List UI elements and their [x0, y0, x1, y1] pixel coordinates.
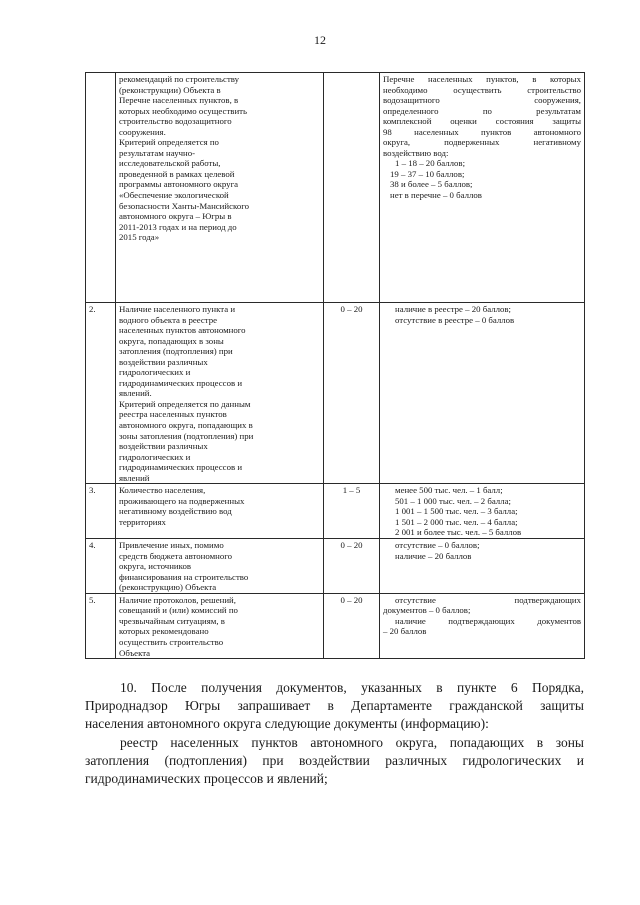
evaluation-item: 1 – 18 – 20 баллов;	[395, 158, 466, 169]
table-row	[86, 303, 585, 484]
page-number: 12	[314, 33, 326, 47]
criterion-line: явлений	[119, 472, 150, 483]
criterion-line: Наличие населенного пункта и	[119, 304, 236, 314]
evaluation-cell	[380, 593, 585, 658]
criterion-line: реестра населенных пунктов	[119, 409, 227, 420]
criterion-line: округа, попадающих в зоны	[119, 335, 224, 346]
criterion-line: затопления (подтопления) при	[119, 346, 233, 357]
row-number	[86, 73, 116, 303]
criterion-line: гидрологических и	[119, 367, 191, 378]
criterion-line: программы автономного округа	[119, 179, 239, 190]
evaluation-line: 501 – 1 000 тыс. чел. – 2 балла;	[395, 495, 511, 506]
paragraph-registry	[85, 734, 584, 789]
criterion-line: сооружения.	[119, 126, 166, 137]
criterion-line: 2011-2013 годах и на период до	[119, 221, 237, 232]
table-row	[86, 484, 585, 539]
evaluation-line: 2 001 и более тыс. чел. – 5 баллов	[395, 527, 522, 538]
criterion-line: Критерий определяется по	[119, 137, 219, 148]
table-row	[86, 73, 585, 303]
criterion-line: «Обеспечение экологической	[119, 190, 229, 201]
evaluation-cell	[380, 484, 585, 539]
criterion-line: проведенной в рамках целевой	[119, 168, 235, 179]
criterion-line: негативному воздействию вод	[119, 506, 232, 517]
evaluation-cell	[380, 73, 585, 303]
evaluation-item: 19 – 37 – 10 баллов;	[390, 168, 465, 179]
criterion-line: территориях	[119, 516, 166, 527]
criterion-line: автономного округа – Югры в	[119, 211, 232, 222]
table-row	[86, 539, 585, 594]
evaluation-line: водозащитного сооружения,	[383, 95, 581, 106]
criterion-line: Перечне населенных пунктов, в	[119, 95, 239, 106]
evaluation-line: отсутствие в реестре – 0 баллов	[395, 314, 515, 325]
evaluation-line: документов – 0 баллов;	[383, 605, 471, 616]
criterion-cell	[116, 593, 324, 658]
paragraph-10	[85, 679, 584, 734]
table-row	[86, 593, 585, 658]
paragraph-line: гидродинамических процессов и явлений;	[85, 771, 328, 787]
criterion-line: населенных пунктов автономного	[119, 325, 246, 336]
criterion-line: водного объекта в реестре	[119, 314, 218, 325]
criterion-cell	[116, 73, 324, 303]
criterion-line: средств бюджета автономного	[119, 550, 233, 561]
paragraph-line: затопления (подтопления) при воздействии различных гидрологических и	[85, 753, 584, 769]
row-number: 3.	[86, 484, 116, 539]
row-number: 5.	[86, 593, 116, 658]
evaluation-line: наличие – 20 баллов	[395, 550, 472, 561]
criterion-cell	[116, 484, 324, 539]
paragraph-line: 10. После получения документов, указанных в пункте 6 Порядка,	[120, 680, 584, 695]
criterion-line: исследовательской работы,	[119, 158, 221, 169]
paragraph-line: Природнадзор Югры запрашивает в Департаменте гражданской защиты	[85, 698, 584, 714]
row-number: 2.	[86, 303, 116, 484]
score-range: 0 – 20	[324, 539, 380, 594]
criterion-line: (реконструкции) Объекта в	[119, 84, 221, 95]
row-number: 4.	[86, 539, 116, 594]
criterion-line: Критерий определяется по данным	[119, 398, 251, 409]
criterion-line: рекомендаций по строительству	[119, 74, 240, 84]
evaluation-line: отсутствие – 0 баллов;	[395, 540, 480, 551]
evaluation-line: Перечне населенных пунктов, в которых	[383, 74, 581, 84]
criterion-line: Привлечение иных, помимо	[119, 540, 224, 551]
criterion-line: автономного округа, попадающих в	[119, 420, 253, 431]
criterion-line: совещаний и (или) комиссий по	[119, 605, 238, 616]
criterion-line: Количество населения,	[119, 485, 206, 496]
criterion-line: (реконструкцию) Объекта	[119, 582, 217, 593]
evaluation-line: наличие в реестре – 20 баллов;	[395, 304, 511, 314]
criterion-line: гидродинамических процессов и	[119, 377, 243, 388]
evaluation-line: наличие подтверждающих документов	[395, 615, 581, 626]
evaluation-line: округа, подверженных негативному	[383, 137, 581, 148]
evaluation-line: воздействию вод:	[383, 147, 449, 158]
evaluation-line: 1 001 – 1 500 тыс. чел. – 3 балла;	[395, 506, 518, 517]
criterion-line: Наличие протоколов, решений,	[119, 594, 236, 605]
criterion-line: воздействии различных	[119, 441, 208, 452]
evaluation-line: определенного по результатам	[383, 105, 581, 116]
criterion-line: строительство водозащитного	[119, 116, 232, 127]
score-range: 1 – 5	[324, 484, 380, 539]
evaluation-item: нет в перечне – 0 баллов	[390, 190, 482, 201]
criterion-line: чрезвычайным ситуациям, в	[119, 615, 225, 626]
criterion-cell	[116, 539, 324, 594]
evaluation-item: 38 и более – 5 баллов;	[390, 179, 473, 190]
criterion-line: 2015 года»	[119, 232, 160, 243]
evaluation-line: 98 населенных пунктов автономного	[383, 126, 581, 137]
score-range: 0 – 20	[324, 303, 380, 484]
criterion-line: которых необходимо осуществить	[119, 105, 248, 116]
evaluation-line: 1 501 – 2 000 тыс. чел. – 4 балла;	[395, 516, 518, 527]
paragraph-line: населения автономного округа следующие документы (информацию):	[85, 716, 489, 732]
evaluation-line: – 20 баллов	[383, 626, 427, 637]
score-range	[324, 73, 380, 303]
evaluation-line: необходимо осуществить строительство	[383, 84, 581, 95]
evaluation-cell	[380, 539, 585, 594]
paragraph-line: реестр населенных пунктов автономного округа, попадающих в зоны	[120, 735, 584, 750]
criterion-line: результатам научно-	[119, 147, 196, 158]
score-range: 0 – 20	[324, 593, 380, 658]
criterion-line: проживающего на подверженных	[119, 495, 245, 506]
criterion-line: Объекта	[119, 647, 151, 658]
evaluation-line: комплексной оценки состояния защиты	[383, 116, 581, 127]
evaluation-cell	[380, 303, 585, 484]
criterion-line: осуществить строительство	[119, 636, 224, 647]
criterion-cell	[116, 303, 324, 484]
criterion-line: округа, источников	[119, 561, 191, 572]
evaluation-line: отсутствие подтверждающих	[395, 594, 581, 605]
criterion-line: явлений.	[119, 388, 152, 399]
criterion-line: гидродинамических процессов и	[119, 462, 243, 473]
criterion-line: воздействии различных	[119, 356, 208, 367]
criterion-line: зоны затопления (подтопления) при	[119, 430, 254, 441]
criterion-line: финансирования на строительство	[119, 571, 249, 582]
criteria-table	[85, 72, 585, 659]
evaluation-line: менее 500 тыс. чел. – 1 балл;	[395, 485, 503, 496]
criterion-line: гидрологических и	[119, 451, 191, 462]
criterion-line: которых рекомендовано	[119, 626, 209, 637]
criterion-line: безопасности Ханты-Мансийского	[119, 200, 250, 211]
